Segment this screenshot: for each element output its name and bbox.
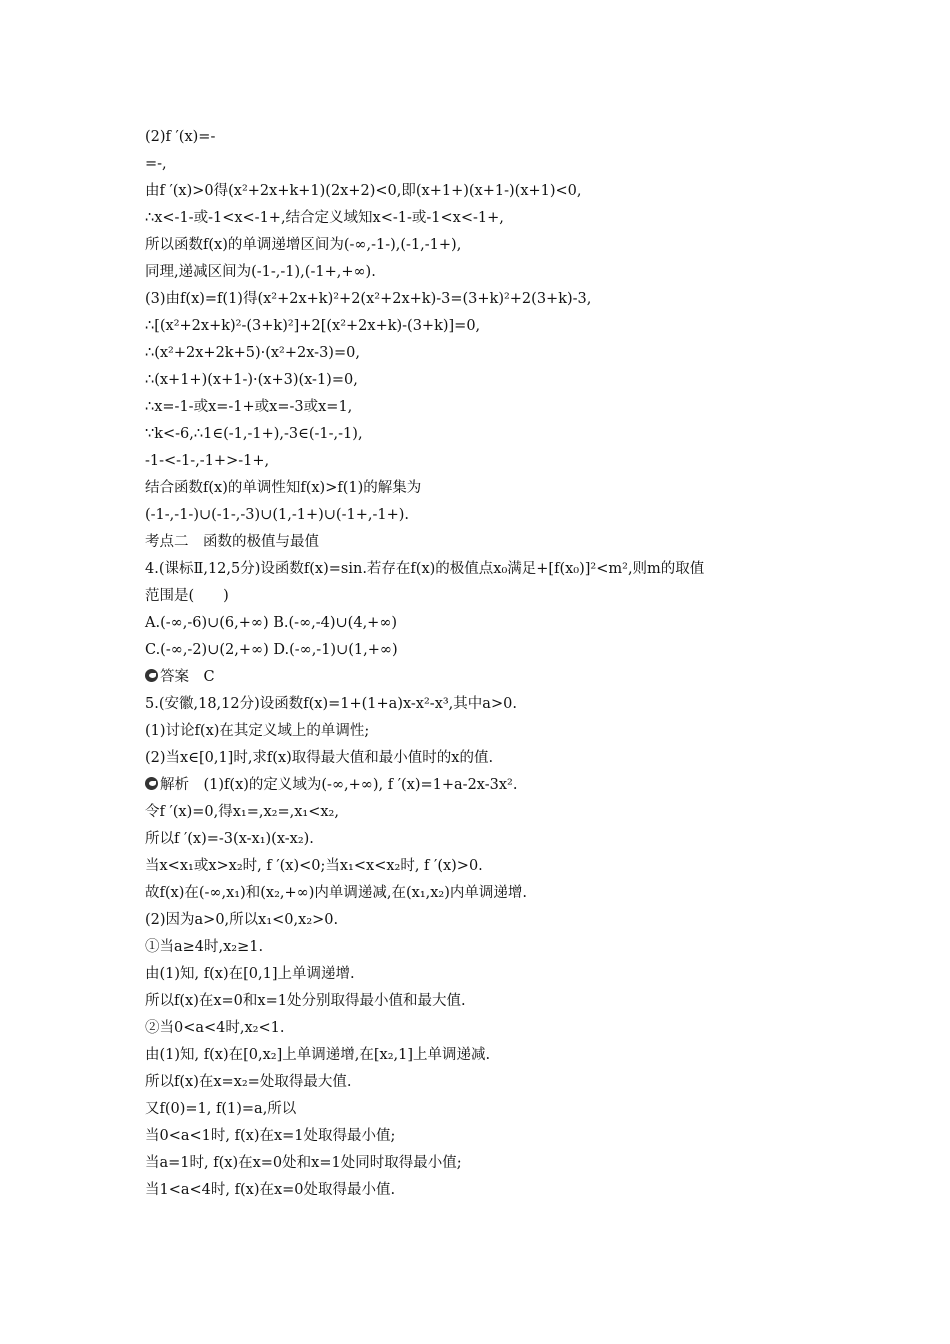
text-line: 当0<a<1时, f(x)在x=1处取得最小值; [145,1128,396,1144]
text-line: ①当a≥4时,x₂≥1. [145,939,264,955]
text-line: 当1<a<4时, f(x)在x=0处取得最小值. [145,1182,396,1198]
text-line: ∴x=-1-或x=-1+或x=-3或x=1, [145,399,353,415]
text-line: 令f ′(x)=0,得x₁=,x₂=,x₁<x₂, [145,804,339,820]
answer-marker-icon [145,669,158,682]
text-line: ∴(x²+2x+2k+5)·(x²+2x-3)=0, [145,345,360,361]
text-line: 由(1)知, f(x)在[0,x₂]上单调递增,在[x₂,1]上单调递减. [145,1047,491,1063]
answer-text: 答案 C [160,669,215,685]
question-4-stem-cont: 范围是( ) [145,588,229,604]
text-line: 由f ′(x)>0得(x²+2x+k+1)(2x+2)<0,即(x+1+)(x+1-)(x+1)<0, [145,183,582,199]
text-line: (2)f ′(x)=- [145,129,216,145]
text-line: 由(1)知, f(x)在[0,1]上单调递增. [145,966,355,982]
answer-line [145,664,845,691]
text-line: 所以f(x)在x=x₂=处取得最大值. [145,1074,352,1090]
text-line: (1)讨论f(x)在其定义域上的单调性; [145,723,370,739]
text-line: 所以f(x)在x=0和x=1处分别取得最小值和最大值. [145,993,466,1009]
text-line: ②当0<a<4时,x₂<1. [145,1020,285,1036]
question-5-stem: 5.(安徽,18,12分)设函数f(x)=1+(1+a)x-x²-x³,其中a>0. [145,696,517,712]
text-line: -1-<-1-,-1+>-1+, [145,453,270,469]
text-line: 所以函数f(x)的单调递增区间为(-∞,-1-),(-1,-1+), [145,237,462,253]
analysis-text: 解析 (1)f(x)的定义域为(-∞,+∞), f ′(x)=1+a-2x-3x². [160,777,518,793]
text-line: (-1-,-1-)∪(-1-,-3)∪(1,-1+)∪(-1+,-1+). [145,507,409,523]
text-line: ∴[(x²+2x+k)²-(3+k)²]+2[(x²+2x+k)-(3+k)]=0, [145,318,481,334]
analysis-line [145,772,845,799]
text-line: 故f(x)在(-∞,x₁)和(x₂,+∞)内单调递减,在(x₁,x₂)内单调递增. [145,885,528,901]
question-4-options-cd: C.(-∞,-2)∪(2,+∞) D.(-∞,-1)∪(1,+∞) [145,642,398,658]
text-line: 所以f ′(x)=-3(x-x₁)(x-x₂). [145,831,314,847]
text-line: ∴(x+1+)(x+1-)·(x+3)(x-1)=0, [145,372,358,388]
text-line: =-, [145,156,167,172]
text-line: 当a=1时, f(x)在x=0处和x=1处同时取得最小值; [145,1155,462,1171]
text-line: 当x<x₁或x>x₂时, f ′(x)<0;当x₁<x<x₂时, f ′(x)>0. [145,858,483,874]
document-body [145,124,845,1204]
text-line: ∵k<-6,∴1∈(-1,-1+),-3∈(-1-,-1), [145,426,363,442]
text-line: (2)因为a>0,所以x₁<0,x₂>0. [145,912,339,928]
text-line: 同理,递减区间为(-1-,-1),(-1+,+∞). [145,264,376,280]
text-line: 结合函数f(x)的单调性知f(x)>f(1)的解集为 [145,480,422,496]
text-line: (3)由f(x)=f(1)得(x²+2x+k)²+2(x²+2x+k)-3=(3+k)²+2(3+k)-3, [145,291,592,307]
text-line: (2)当x∈[0,1]时,求f(x)取得最大值和最小值时的x的值. [145,750,494,766]
section-heading: 考点二 函数的极值与最值 [145,534,319,550]
question-4-options-ab: A.(-∞,-6)∪(6,+∞) B.(-∞,-4)∪(4,+∞) [145,615,398,631]
text-line: 又f(0)=1, f(1)=a,所以 [145,1101,297,1117]
question-4-stem: 4.(课标Ⅱ,12,5分)设函数f(x)=sin.若存在f(x)的极值点x₀满足+[f(x₀)]²<m²,则m的取值 [145,561,705,577]
analysis-marker-icon [145,777,158,790]
text-line: ∴x<-1-或-1<x<-1+,结合定义域知x<-1-或-1<x<-1+, [145,210,504,226]
